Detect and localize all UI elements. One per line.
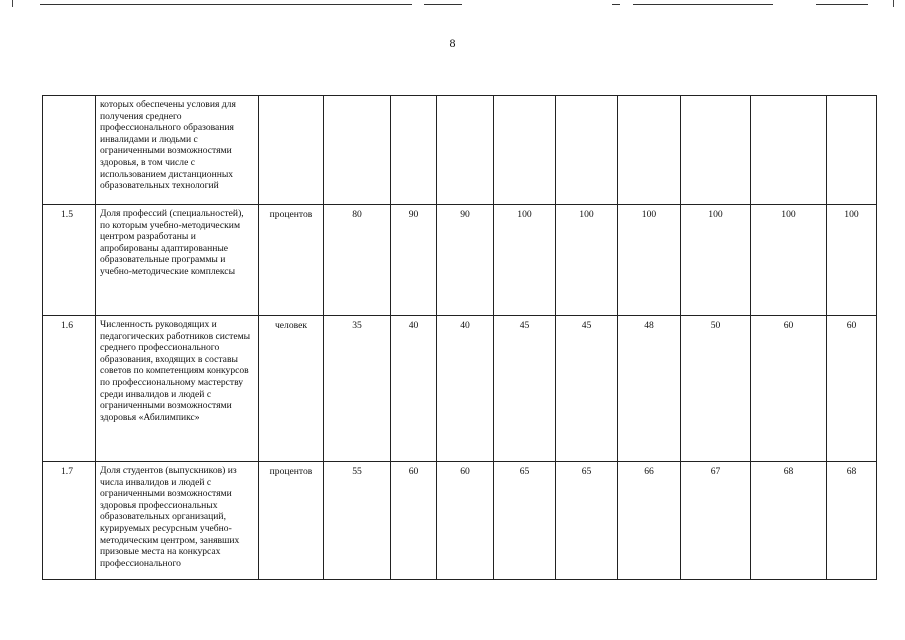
value-cell xyxy=(324,96,391,205)
unit-cell: человек xyxy=(259,316,324,462)
row-number: 1.7 xyxy=(43,462,96,580)
value-cell: 60 xyxy=(751,316,827,462)
value-cell: 100 xyxy=(494,205,556,316)
value-cell: 67 xyxy=(681,462,751,580)
value-cell: 65 xyxy=(494,462,556,580)
value-cell: 100 xyxy=(556,205,618,316)
value-cell: 68 xyxy=(751,462,827,580)
scan-artifact-line xyxy=(633,4,773,5)
unit-cell: процентов xyxy=(259,205,324,316)
value-cell: 35 xyxy=(324,316,391,462)
value-cell: 90 xyxy=(391,205,437,316)
value-cell: 100 xyxy=(681,205,751,316)
scan-artifact-line xyxy=(816,4,868,5)
unit-cell: процентов xyxy=(259,462,324,580)
table-row xyxy=(43,462,877,580)
value-cell: 60 xyxy=(827,316,877,462)
value-cell xyxy=(556,96,618,205)
value-cell: 100 xyxy=(751,205,827,316)
scan-artifact-line xyxy=(424,4,462,5)
value-cell xyxy=(618,96,681,205)
page-number: 8 xyxy=(449,36,456,50)
indicator-description: Доля студентов (выпускников) из числа инвалидов и людей с ограниченными возможностями здоровья профессиональных образовательных организаций, курируемых ресурсным учебно-методическим центром, занявших призовые места на конкурсах профессионального xyxy=(96,462,259,580)
row-number: 1.6 xyxy=(43,316,96,462)
value-cell: 40 xyxy=(437,316,494,462)
value-cell: 66 xyxy=(618,462,681,580)
row-number xyxy=(43,96,96,205)
scan-artifact-tick xyxy=(893,0,894,7)
table-row xyxy=(43,96,877,205)
value-cell xyxy=(751,96,827,205)
value-cell: 100 xyxy=(618,205,681,316)
value-cell: 45 xyxy=(556,316,618,462)
value-cell: 55 xyxy=(324,462,391,580)
value-cell: 100 xyxy=(827,205,877,316)
value-cell: 48 xyxy=(618,316,681,462)
value-cell: 60 xyxy=(437,462,494,580)
row-number: 1.5 xyxy=(43,205,96,316)
value-cell xyxy=(391,96,437,205)
scan-artifact-line xyxy=(40,4,412,5)
table-row xyxy=(43,205,877,316)
value-cell: 90 xyxy=(437,205,494,316)
indicator-description: Численность руководящих и педагогических работников системы среднего профессионального образования, входящих в составы советов по компетенциям конкурсов по профессиональному мастерству среди инвалидов и людей с ограниченными возможностями здоровья «Абилимпикс» xyxy=(96,316,259,462)
value-cell xyxy=(494,96,556,205)
scan-artifact-line xyxy=(612,4,620,5)
value-cell xyxy=(437,96,494,205)
value-cell: 80 xyxy=(324,205,391,316)
indicators-table xyxy=(42,95,877,580)
value-cell: 68 xyxy=(827,462,877,580)
value-cell: 60 xyxy=(391,462,437,580)
indicator-description: Доля профессий (специальностей), по которым учебно-методическим центром разработаны и апробированы адаптированные образовательные программы и учебно-методические комплексы xyxy=(96,205,259,316)
value-cell: 40 xyxy=(391,316,437,462)
value-cell xyxy=(681,96,751,205)
table-row xyxy=(43,316,877,462)
value-cell: 50 xyxy=(681,316,751,462)
value-cell xyxy=(827,96,877,205)
unit-cell xyxy=(259,96,324,205)
value-cell: 45 xyxy=(494,316,556,462)
scan-artifact-tick xyxy=(12,0,13,7)
value-cell: 65 xyxy=(556,462,618,580)
indicator-description: которых обеспечены условия для получения среднего профессионального образования инвалидами и людьми с ограниченными возможностями здоровья, в том числе с использованием дистанционных образовательных технологий xyxy=(96,96,259,205)
